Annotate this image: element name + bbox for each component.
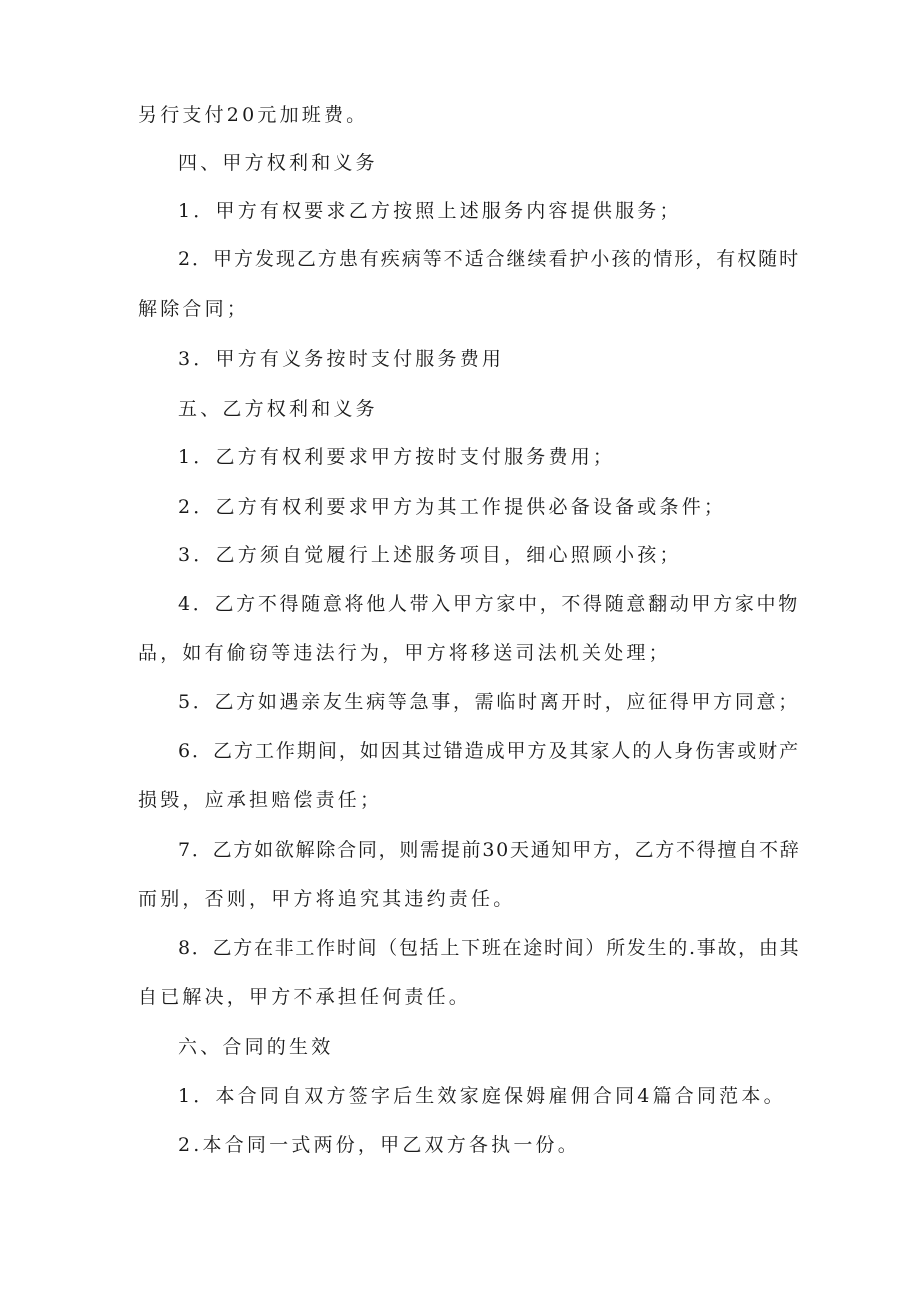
- section-heading: 六、合同的生效: [178, 1036, 334, 1058]
- clause-line: 4．乙方不得随意将他人带入甲方家中，不得随意翻动甲方家中物: [178, 593, 800, 615]
- clause-line: 5．乙方如遇亲友生病等急事，需临时离开时，应征得甲方同意；: [178, 691, 800, 713]
- clause-line: 1．甲方有权要求乙方按照上述服务内容提供服务；: [178, 200, 682, 222]
- clause-line: 8．乙方在非工作时间（包括上下班在途时间）所发生的.事故，由其: [178, 937, 801, 959]
- paragraph-line: 另行支付20元加班费。: [138, 104, 369, 126]
- clause-line: 6．乙方工作期间，如因其过错造成甲方及其家人的人身伤害或财产: [178, 740, 801, 762]
- clause-continuation: 损毁，应承担赔偿责任；: [138, 789, 383, 811]
- clause-line: 7．乙方如欲解除合同，则需提前30天通知甲方，乙方不得擅自不辞: [178, 839, 801, 861]
- clause-continuation: 品，如有偷窃等违法行为，甲方将移送司法机关处理；: [138, 642, 671, 664]
- clause-line: 1．本合同自双方签字后生效家庭保姆雇佣合同4篇合同范本。: [178, 1085, 786, 1107]
- section-heading: 四、甲方权利和义务: [178, 152, 378, 174]
- clause-continuation: 而别，否则，甲方将追究其违约责任。: [138, 888, 516, 910]
- section-heading: 五、乙方权利和义务: [178, 398, 378, 420]
- clause-continuation: 解除合同；: [138, 298, 250, 320]
- clause-line: 2．甲方发现乙方患有疾病等不适合继续看护小孩的情形，有权随时: [178, 248, 801, 270]
- clause-line: 1．乙方有权利要求甲方按时支付服务费用；: [178, 446, 616, 468]
- clause-line: 3．甲方有义务按时支付服务费用: [178, 348, 505, 370]
- clause-line: 3．乙方须自觉履行上述服务项目，细心照顾小孩；: [178, 544, 682, 566]
- clause-continuation: 自已解决，甲方不承担任何责任。: [138, 986, 472, 1008]
- clause-line: 2.本合同一式两份，甲乙双方各执一份。: [178, 1134, 580, 1156]
- clause-line: 2．乙方有权利要求甲方为其工作提供必备设备或条件；: [178, 496, 727, 518]
